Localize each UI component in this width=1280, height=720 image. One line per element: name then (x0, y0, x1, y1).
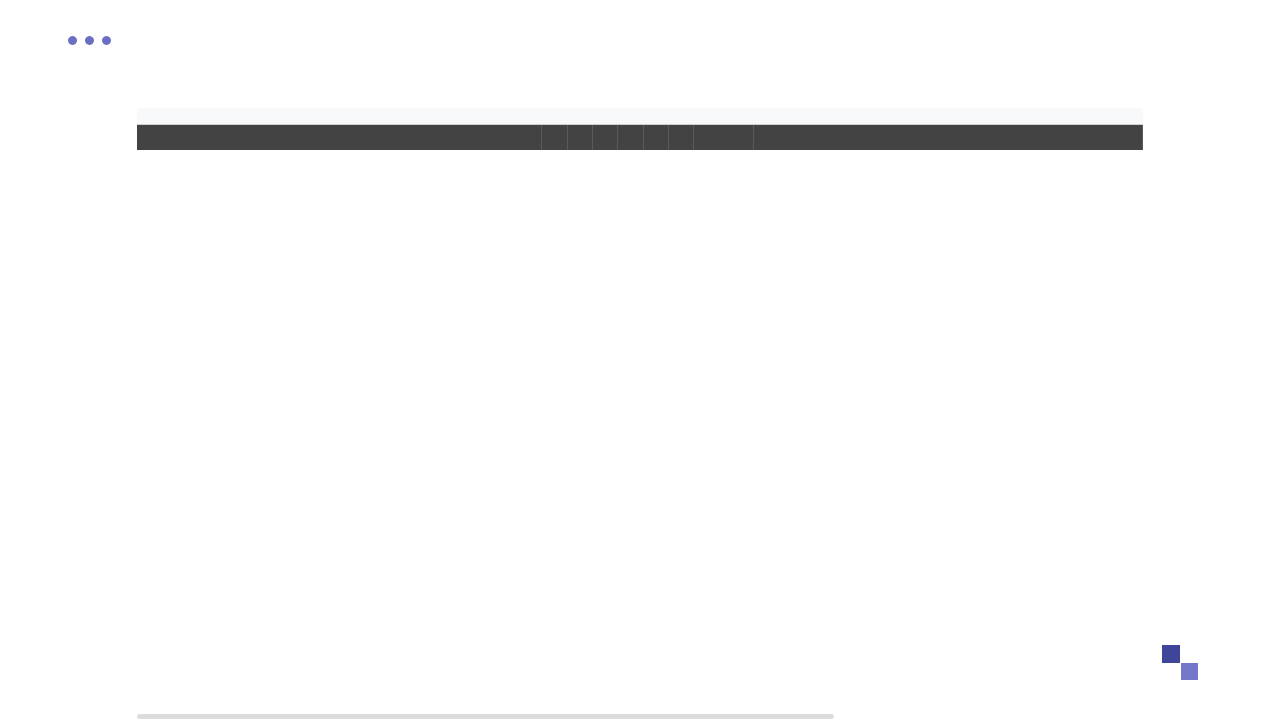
decorative-dots (68, 36, 111, 45)
header-p5 (644, 125, 669, 150)
header-solutions (754, 125, 1143, 150)
header-title (137, 125, 542, 150)
header-p6 (669, 125, 694, 150)
decorative-square-dark (1162, 645, 1180, 663)
column-header-row (137, 108, 1143, 125)
header-p3 (593, 125, 618, 150)
spreadsheet[interactable] (137, 108, 1143, 713)
horizontal-scrollbar[interactable] (137, 714, 834, 719)
header-p2 (568, 125, 593, 150)
header-p4 (618, 125, 644, 150)
header-p1 (542, 125, 568, 150)
decorative-square-light (1181, 663, 1198, 680)
sheet-header-row (137, 125, 1143, 150)
header-total (694, 125, 754, 150)
